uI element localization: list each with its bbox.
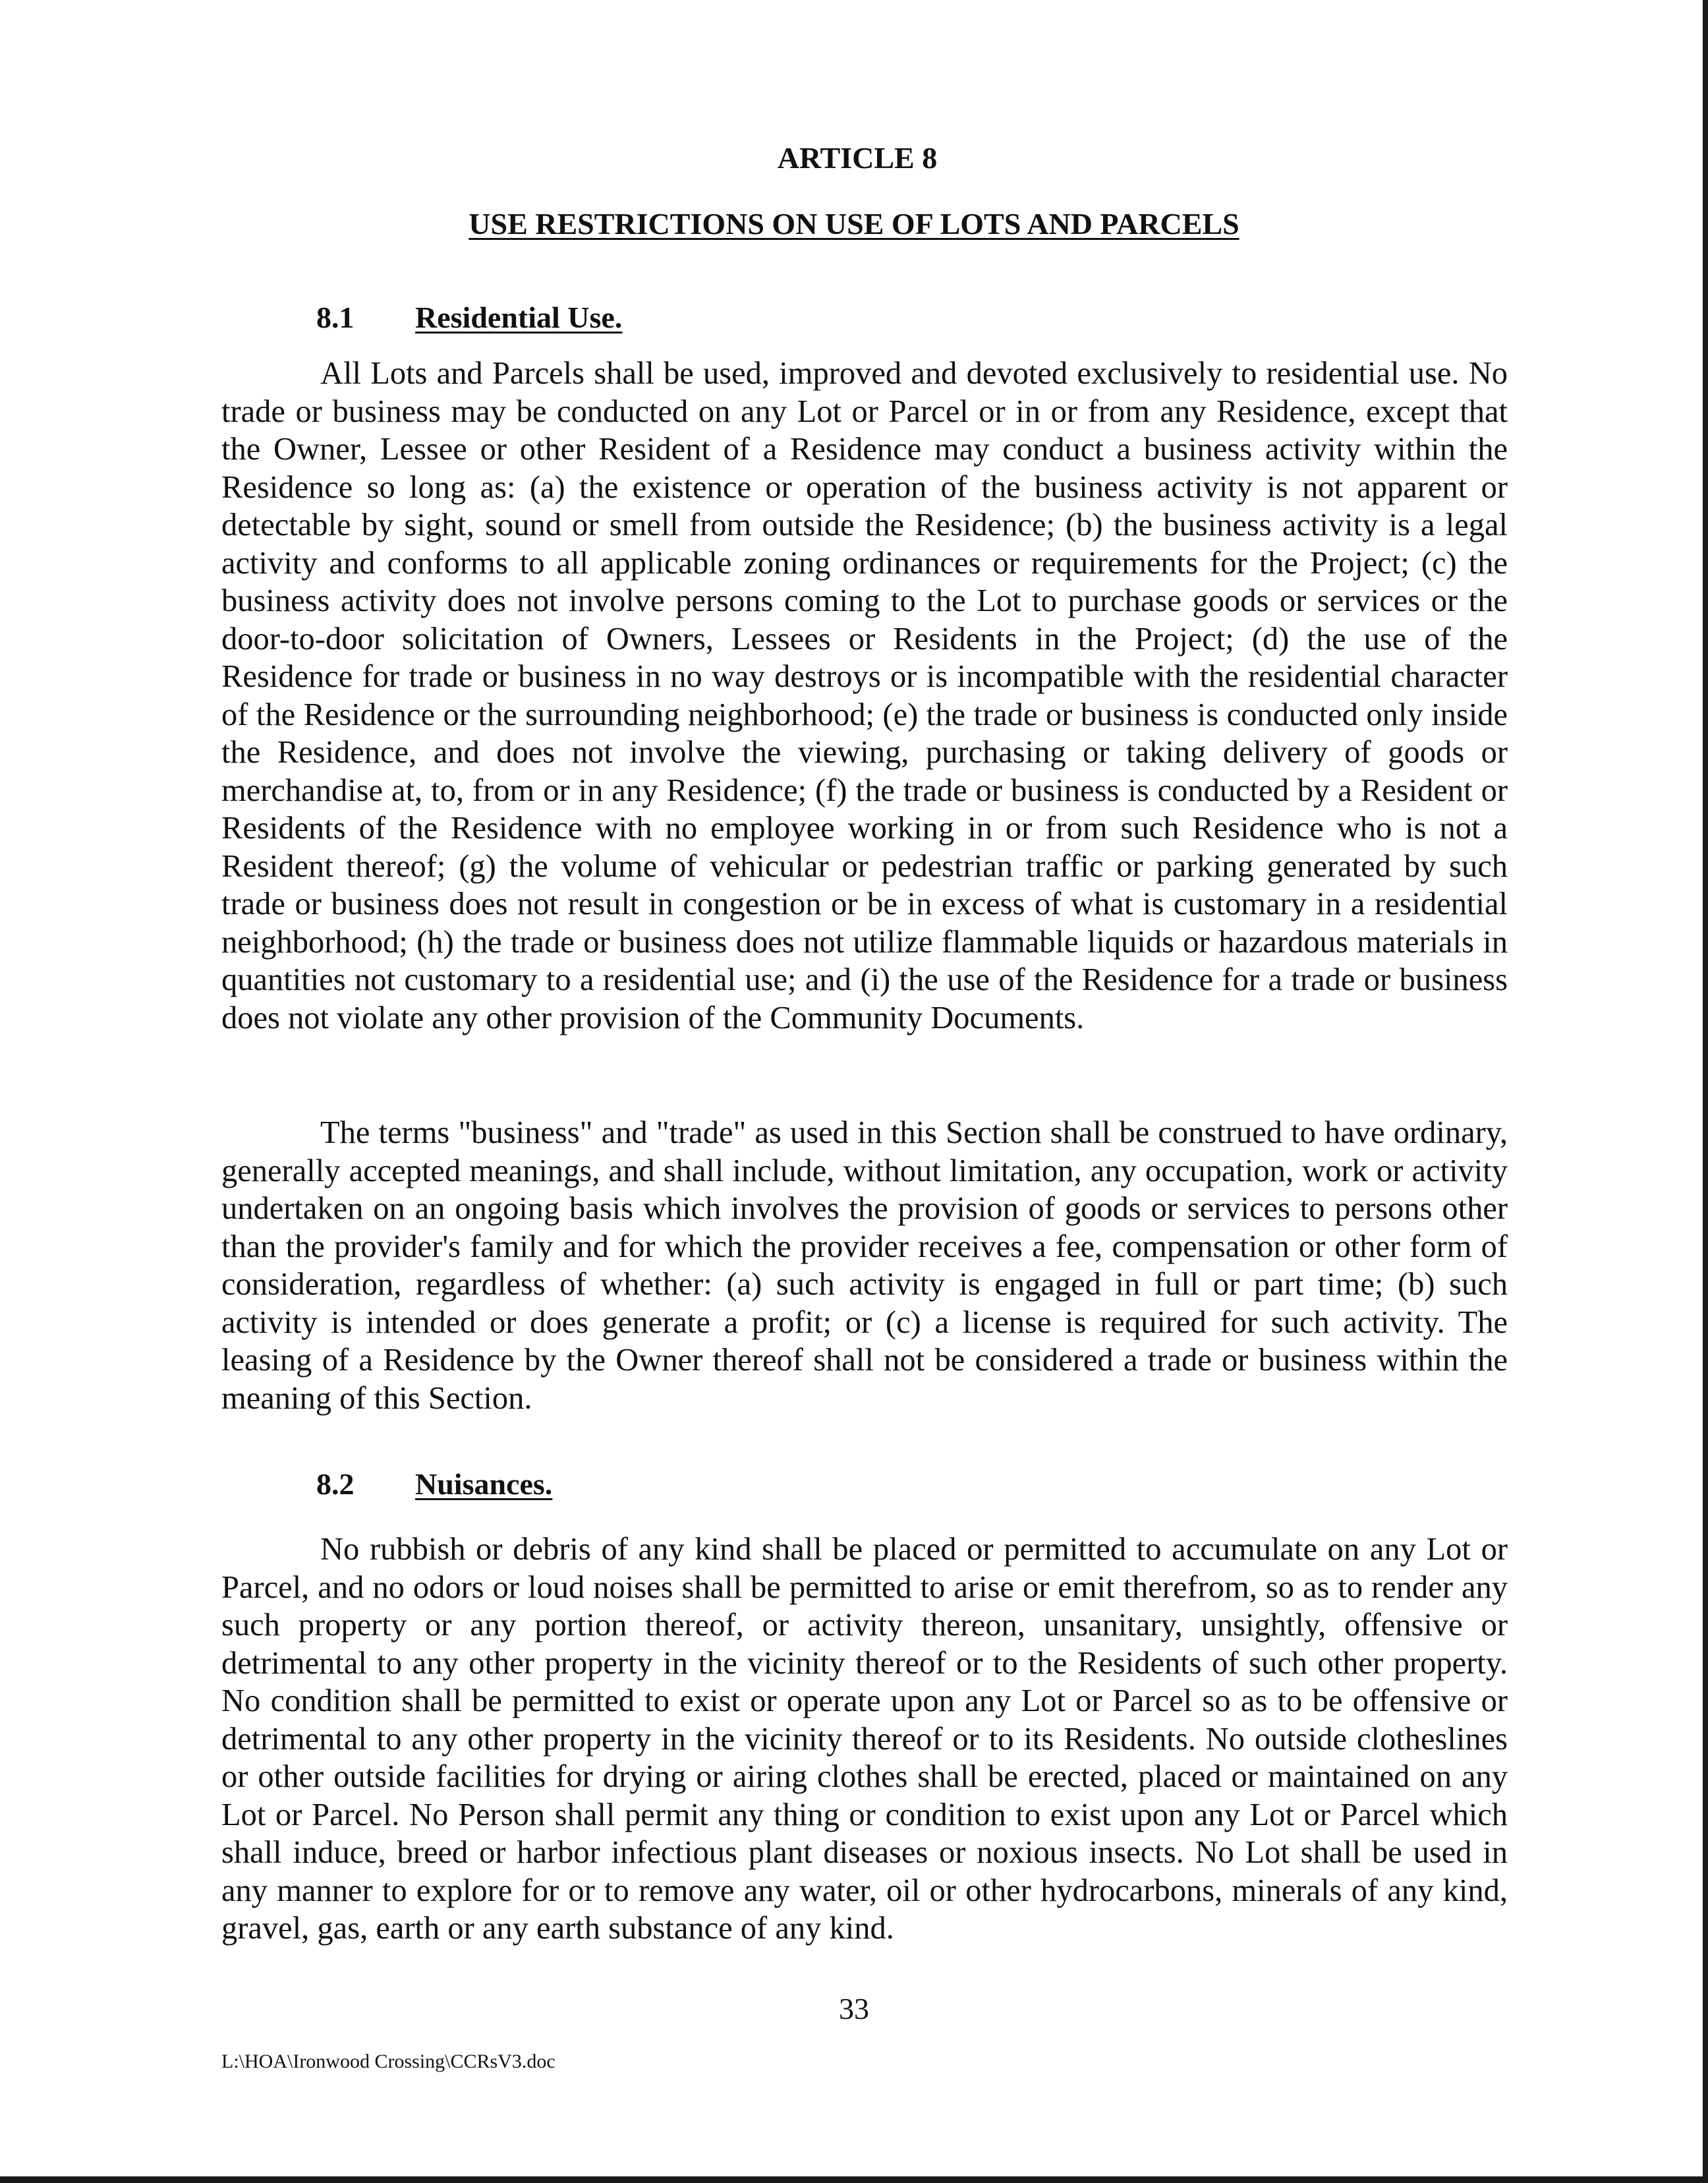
section-number: 8.1 [316,301,355,334]
section-title: Nuisances. [415,1467,553,1501]
article-title: ARTICLE 8 [777,141,938,175]
page-number: 33 [839,1992,869,2025]
scan-edge-right [1703,0,1708,2183]
paragraph-nuisances: No rubbish or debris of any kind shall be placed or permitted to accumulate on any Lot or Parcel, and no odors or loud noises shall be permitted to arise or emit therefrom, so as to render any such property or any portion thereof, or activity thereon, unsanitary, unsightly, offensive or detrimental to any other property in the vicinity thereof or to the Residents of such other property. No condition shall be permitted to exist or operate upon any Lot or Parcel so as to be offensive or detrimental to any other property in the vicinity thereof or to its Residents. No outside clotheslines or other outside facilities for drying or airing clothes shall be erected, placed or maintained on any Lot or Parcel. No Person shall permit any thing or condition to exist upon any Lot or Parcel which shall induce, breed or harbor infectious plant diseases or noxious insects. No Lot shall be used in any manner to explore for or to remove any water, oil or other hydrocarbons, minerals of any kind, gravel, gas, earth or any earth substance of any kind. [221,1532,1508,1946]
section-number: 8.2 [316,1467,355,1501]
footer-file-path: L:\HOA\Ironwood Crossing\CCRsV3.doc [221,2051,555,2072]
section-heading-8-2 [316,1465,552,1504]
section-title: Residential Use. [415,301,623,334]
scan-edge-bottom [0,2176,1708,2183]
section-heading-8-1 [316,298,622,337]
article-subtitle: USE RESTRICTIONS ON USE OF LOTS AND PARCELS [469,207,1239,241]
paragraph-residential-use: All Lots and Parcels shall be used, improved and devoted exclusively to residential use. No trade or business may be conducted on any Lot or Parcel or in or from any Residence, except that the Owner, Lessee or other Resident of a Residence may conduct a business activity within the Residence so long as: (a) the existence or operation of the business activity is not apparent or detectable by sight, sound or smell from outside the Residence; (b) the business activity is a legal activity and conforms to all applicable zoning ordinances or requirements for the Project; (c) the business activity does not involve persons coming to the Lot to purchase goods or services or the door-to-door solicitation of Owners, Lessees or Residents in the Project; (d) the use of the Residence for trade or business in no way destroys or is incompatible with the residential character of the Residence or the surrounding neighborhood; (e) the trade or business is conducted only inside the Residence, and does not involve the viewing, purchasing or taking delivery of goods or merchandise at, to, from or in any Residence; (f) the trade or business is conducted by a Resident or Residents of the Residence with no employee working in or from such Residence who is not a Resident thereof; (g) the volume of vehicular or pedestrian traffic or parking generated by such trade or business does not result in congestion or be in excess of what is customary in a residential neighborhood; (h) the trade or business does not utilize flammable liquids or hazardous materials in quantities not customary to a residential use; and (i) the use of the Residence for a trade or business does not violate any other provision of the Community Documents. [221,356,1508,1035]
paragraph-business-definition: The terms "business" and "trade" as used in this Section shall be construed to have ordinary, generally accepted meanings, and shall include, without limitation, any occupation, work or activity undertaken on an ongoing basis which involves the provision of goods or services to persons other than the provider's family and for which the provider receives a fee, compensation or other form of consideration, regardless of whether: (a) such activity is engaged in full or part time; (b) such activity is intended or does generate a profit; or (c) a license is required for such activity. The leasing of a Residence by the Owner thereof shall not be considered a trade or business within the meaning of this Section. [221,1115,1508,1416]
